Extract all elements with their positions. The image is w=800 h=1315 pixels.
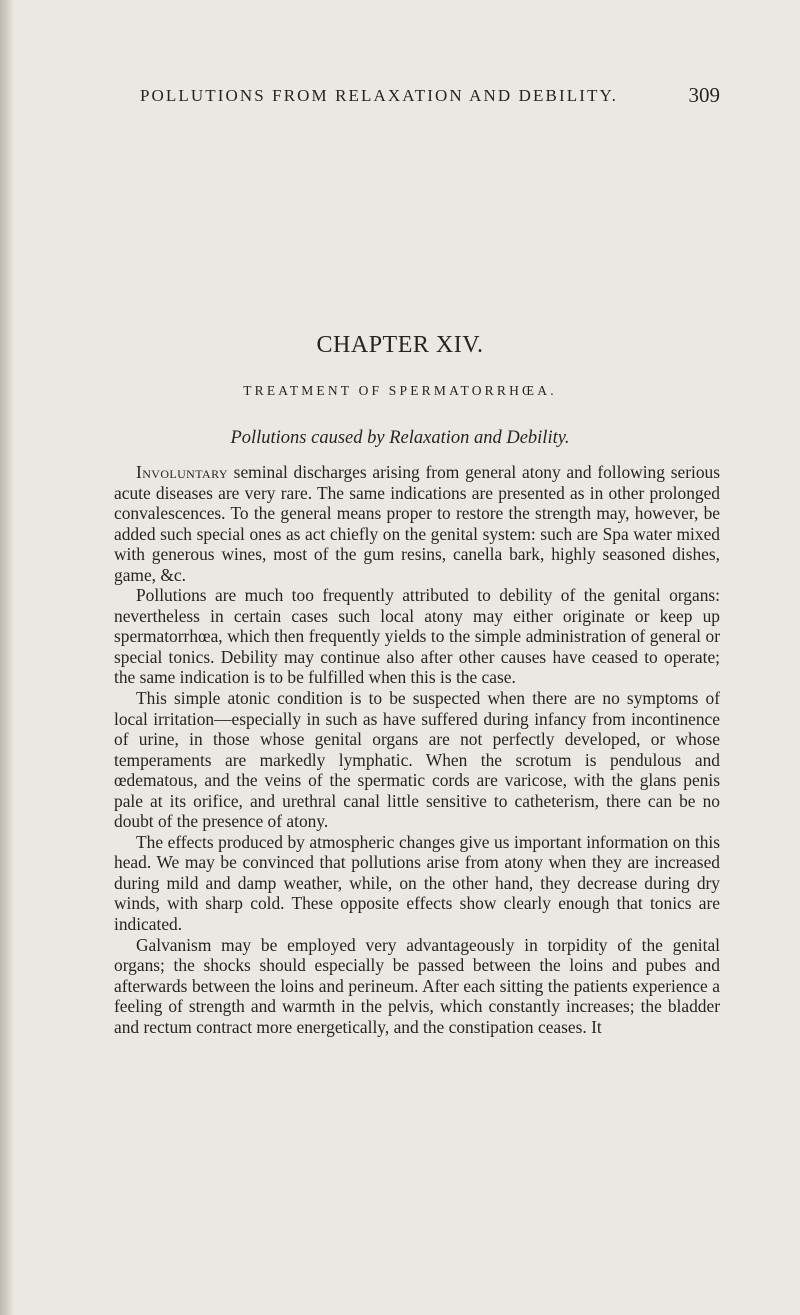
chapter-subtitle: TREATMENT OF SPERMATORRHŒA. xyxy=(243,383,557,398)
paragraph: Galvanism may be employed very advantageously in torpidity of the genital organs; the shocks should especially be passed between the loins and pubes and afterwards between the loins and perineum. After each sitting the patients experience a feeling of strength and warmth in the pelvis, which constantly increases; the bladder and rectum contract more energetically, and the constipation ceases. It xyxy=(114,934,720,1037)
body-text xyxy=(114,462,720,1037)
paragraph: This simple atonic condition is to be suspected when there are no symptoms of local irritation—especially in such as have suffered during infancy from incontinence of urine, in those whose genital organs are not perfectly developed, or whose temperaments are markedly lymphatic. When the scrotum is pendulous and œdematous, and the veins of the spermatic cords are varicose, with the glans penis pale at its orifice, and urethral canal little sensitive to catheterism, there can be no doubt of the presence of atony. xyxy=(114,688,720,832)
paragraph: The effects produced by atmospheric changes give us important information on this head. We may be convinced that pollutions arise from atony when they are increased during mild and damp weather, while, on the other hand, they decrease during dry winds, with sharp cold. These opposite effects show clearly enough that tonics are indicated. xyxy=(114,831,720,935)
section-title: Pollutions caused by Relaxation and Debility. xyxy=(230,428,570,448)
running-head-title: POLLUTIONS FROM RELAXATION AND DEBILITY. xyxy=(140,86,618,105)
paragraph-lead-word: Involuntary xyxy=(136,462,228,482)
running-head xyxy=(140,83,720,107)
chapter-heading: CHAPTER XIV. xyxy=(316,332,484,358)
paragraph: Pollutions are much too frequently attributed to debility of the genital organs: nevertheless in certain cases such local atony may either originate or keep up spermatorrhœa, which then frequently yields to the simple administration of general or special tonics. Debility may continue also after other causes have ceased to operate; the same indication is to be fulfilled when this is the case. xyxy=(114,585,720,688)
page-binding-edge xyxy=(0,0,14,1315)
paragraph-text: seminal discharges arising from general atony and following serious acute diseases are very rare. The same indications are presented as in other prolonged convalescences. To the general means proper to restore the strength may, however, be added such special ones as act chiefly on the genital system: such are Spa water mixed with generous wines, most of the gum resins, canella bark, highly seasoned dishes, game, &c. xyxy=(114,462,720,585)
paragraph xyxy=(114,462,720,585)
page-number: 309 xyxy=(688,83,720,107)
